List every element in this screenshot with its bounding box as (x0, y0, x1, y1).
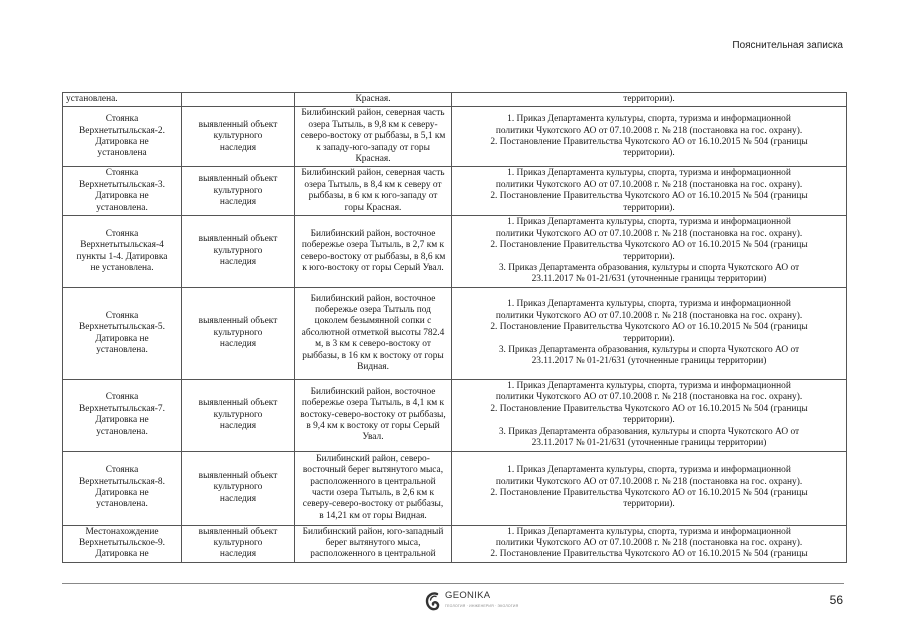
object-documents-cell (452, 288, 847, 380)
object-type-cell (182, 525, 295, 562)
cell-line: Билибинский район, северо- (316, 453, 430, 464)
cell-line: территории). (623, 499, 675, 510)
object-documents-cell (452, 216, 847, 288)
cell-line: Датировка не (95, 488, 149, 498)
cell-line: 23.11.2017 № 01-21/631 (уточненные границы территории) (531, 438, 767, 449)
geonika-logo (424, 590, 518, 612)
cell-line: 2. Постановление Правительства Чукотского АО от 16.10.2015 № 504 (границы (490, 488, 808, 498)
cell-line: Красная. (355, 154, 391, 165)
cell-line: Верхнетытыльская-4 (80, 240, 164, 251)
object-name-cell (63, 93, 182, 107)
cell-line: не установлена. (90, 262, 154, 273)
cell-line: 23.11.2017 № 01-21/631 (уточненные границы территории) (531, 274, 767, 285)
cell-line: 1. Приказ Департамента культуры, спорта, туризма и информационной (507, 168, 791, 179)
cell-line: наследия (219, 493, 257, 504)
table-row (63, 93, 847, 107)
object-name-cell (63, 525, 182, 562)
cell-line: побережье озера Тытыль, в 4,1 км к (301, 398, 445, 409)
cell-line: территории). (623, 415, 675, 426)
cell-line: рыббазы, в 16 км к востоку от горы (302, 350, 444, 361)
cell-line: выявленный объект (198, 526, 278, 537)
cell-line: Датировка не (95, 333, 149, 344)
cell-line: Верхнетытыльская-7. (79, 403, 165, 414)
cell-line: Верхнетытыльское-9. (78, 537, 166, 548)
cell-line: установлена. (96, 426, 148, 437)
cell-line: наследия (219, 196, 257, 207)
cell-line: Билибинский район, северная часть (301, 108, 445, 119)
cell-line: наследия (219, 257, 257, 268)
cell-line: 1. Приказ Департамента культуры, спорта, туризма и информационной (507, 217, 791, 228)
table-row (63, 107, 847, 167)
cell-line: выявленный объект (198, 174, 278, 185)
cell-line: озера Тытыль, в 8,4 км к северу от (304, 179, 442, 190)
object-type-cell (182, 451, 295, 525)
logo-text (445, 591, 518, 611)
cell-line: Билибинский район, юго-западный (302, 526, 444, 537)
cell-line: востоку-северо-востоку от рыббазы, (300, 409, 446, 420)
object-location-cell (295, 380, 452, 451)
table-body (63, 93, 847, 563)
object-name-cell (63, 288, 182, 380)
cell-line: культурного (213, 131, 263, 142)
cell-line: Видная. (357, 362, 389, 373)
cell-line: наследия (219, 549, 257, 560)
cell-line: к западу-юго-западу от горы (316, 142, 430, 153)
object-name-cell (63, 167, 182, 216)
cell-line: 3. Приказ Департамента образования, культуры и спорта Чукотского АО от (498, 262, 800, 273)
cell-line: 2. Постановление Правительства Чукотского АО от 16.10.2015 № 504 (границы (490, 191, 808, 202)
table-row (63, 525, 847, 562)
cell-line: установлена. (96, 202, 148, 213)
cell-line: побережье озера Тытыль под (315, 305, 431, 316)
cell-line: политики Чукотского АО от 07.10.2008 г. № 218 (постановка на гос. охрану). (495, 179, 803, 190)
cell-line: Стоянка (105, 228, 139, 239)
cell-line: озера Тытыль, в 9,8 км к северу- (308, 119, 438, 130)
object-type-cell (182, 288, 295, 380)
cell-line: 2. Постановление Правительства Чукотского АО от 16.10.2015 № 504 (границы (490, 549, 808, 560)
cell-line: рыббазы, в 6 км к юго-западу от (308, 191, 438, 202)
cell-line: политики Чукотского АО от 07.10.2008 г. № 218 (постановка на гос. охрану). (495, 537, 803, 548)
cell-line: Красная. (355, 94, 391, 104)
cell-line: политики Чукотского АО от 07.10.2008 г. № 218 (постановка на гос. охрану). (495, 392, 803, 403)
cell-line: расположенного в центральной (310, 476, 436, 487)
cell-line: 1. Приказ Департамента культуры, спорта, туризма и информационной (507, 465, 791, 476)
object-type-cell (182, 216, 295, 288)
cell-line: Местонахождение (85, 526, 159, 537)
object-documents-cell (452, 525, 847, 562)
object-location-cell (295, 167, 452, 216)
cell-line: Билибинский район, северная часть (301, 168, 445, 179)
cell-line: установлена. (96, 344, 148, 355)
cell-line: выявленный объект (198, 234, 278, 245)
cell-line: Стоянка (105, 114, 139, 125)
logo-name: GEONIKA (445, 590, 491, 601)
cell-line: 3. Приказ Департамента образования, культуры и спорта Чукотского АО от (498, 426, 800, 437)
header-title: Пояснительная записка (732, 40, 843, 51)
cell-line: 2. Постановление Правительства Чукотского АО от 16.10.2015 № 504 (границы (490, 240, 808, 251)
cell-line: восточный берег вытянутого мыса, (302, 465, 444, 476)
cell-line: северу-северо-востоку от рыббазы, (302, 499, 444, 510)
object-location-cell (295, 93, 452, 107)
cell-line: культурного (213, 537, 263, 548)
cell-line: 1. Приказ Департамента культуры, спорта, туризма и информационной (507, 526, 791, 537)
cell-line: 3. Приказ Департамента образования, культуры и спорта Чукотского АО от (498, 344, 800, 355)
cell-line: 23.11.2017 № 01-21/631 (уточненные границы территории) (531, 356, 767, 367)
cell-line: Стоянка (105, 465, 139, 476)
object-name-cell (63, 380, 182, 451)
cell-line: пункты 1-4. Датировка (76, 251, 168, 262)
cell-line: выявленный объект (198, 398, 278, 409)
cell-line: выявленный объект (198, 316, 278, 327)
object-documents-cell (452, 380, 847, 451)
cell-line: Билибинский район, восточное (310, 293, 436, 304)
cell-line: территории). (623, 333, 675, 344)
cell-line: культурного (213, 185, 263, 196)
cell-line: в 14,21 км от горы Видная. (319, 510, 427, 521)
cell-line: Увал. (362, 432, 384, 443)
table-row (63, 451, 847, 525)
cell-line: Билибинский район, восточное (310, 228, 436, 239)
object-documents-cell (452, 107, 847, 167)
cell-line: культурного (213, 327, 263, 338)
cell-line: цоколем безымянной сопки с (314, 316, 432, 327)
cell-line: выявленный объект (198, 119, 278, 130)
cell-line: северо-востоку от рыббазы, в 8,6 км (300, 251, 446, 262)
cell-line: политики Чукотского АО от 07.10.2008 г. № 218 (постановка на гос. охрану). (495, 476, 803, 487)
cell-line: 2. Постановление Правительства Чукотского АО от 16.10.2015 № 504 (границы (490, 403, 808, 414)
object-documents-cell (452, 451, 847, 525)
cell-line: выявленный объект (198, 470, 278, 481)
cell-line: Верхнетытыльская-3. (79, 179, 165, 190)
cell-line: северо-востоку от рыббазы, в 5,1 км (300, 131, 446, 142)
object-type-cell (182, 93, 295, 107)
cell-line: установлена (97, 148, 147, 159)
object-location-cell (295, 525, 452, 562)
cell-line: 2. Постановление Правительства Чукотского АО от 16.10.2015 № 504 (границы (490, 322, 808, 333)
table-row (63, 216, 847, 288)
cell-line: территории). (623, 202, 675, 213)
object-location-cell (295, 451, 452, 525)
object-location-cell (295, 107, 452, 167)
table-row (63, 380, 847, 451)
object-documents-cell (452, 167, 847, 216)
object-type-cell (182, 167, 295, 216)
object-name-cell (63, 216, 182, 288)
object-type-cell (182, 107, 295, 167)
cell-line: 1. Приказ Департамента культуры, спорта, туризма и информационной (507, 381, 791, 392)
cell-line: политики Чукотского АО от 07.10.2008 г. № 218 (постановка на гос. охрану). (495, 310, 803, 321)
cell-line: м, в 3 км к северо-востоку от (315, 339, 431, 350)
object-name-cell (63, 107, 182, 167)
page-number: 56 (829, 593, 843, 607)
cell-line: культурного (213, 245, 263, 256)
cell-line: установлена. (66, 94, 118, 104)
cell-line: Датировка не (95, 549, 149, 560)
cell-line: побережье озера Тытыль, в 2,7 км к (301, 240, 445, 251)
object-name-cell (63, 451, 182, 525)
table-row (63, 288, 847, 380)
cell-line: территории). (623, 94, 675, 104)
geonika-logo-icon (424, 590, 442, 612)
object-type-cell (182, 380, 295, 451)
cell-line: Билибинский район, восточное (310, 386, 436, 397)
cell-line: абсолютной отметкой высоты 782.4 (301, 327, 445, 338)
cell-line: Стоянка (105, 168, 139, 179)
cell-line: 2. Постановление Правительства Чукотского АО от 16.10.2015 № 504 (границы (490, 136, 808, 147)
cell-line: расположенного в центральной (310, 549, 436, 560)
cell-line: Датировка не (95, 136, 149, 147)
cell-line: Датировка не (95, 191, 149, 202)
cell-line: 1. Приказ Департамента культуры, спорта, туризма и информационной (507, 114, 791, 125)
cell-line: политики Чукотского АО от 07.10.2008 г. № 218 (постановка на гос. охрану). (495, 125, 803, 136)
object-documents-cell (452, 93, 847, 107)
heritage-objects-table (62, 92, 847, 563)
cell-line: территории). (623, 251, 675, 262)
logo-tagline: ГЕОЛОГИЯ · ИНЖЕНЕРИЯ · ЭКОЛОГИЯ (445, 604, 519, 608)
cell-line: части озера Тытыль, в 2,6 км к (311, 488, 435, 498)
cell-line: 1. Приказ Департамента культуры, спорта, туризма и информационной (507, 299, 791, 310)
cell-line: Верхнетытыльская-8. (79, 476, 165, 487)
cell-line: культурного (213, 482, 263, 493)
cell-line: Верхнетытыльская-2. (79, 125, 165, 136)
table-row (63, 167, 847, 216)
cell-line: Датировка не (95, 415, 149, 426)
object-location-cell (295, 216, 452, 288)
footer-divider (62, 583, 844, 584)
cell-line: наследия (219, 142, 257, 153)
cell-line: Стоянка (105, 310, 139, 321)
cell-line: политики Чукотского АО от 07.10.2008 г. № 218 (постановка на гос. охрану). (495, 228, 803, 239)
cell-line: к юго-востоку от горы Серый Увал. (302, 262, 444, 273)
cell-line: берег вытянутого мыса, (325, 537, 421, 548)
cell-line: в 9,4 км к востоку от горы Серый (306, 420, 440, 431)
cell-line: горы Красная. (344, 202, 402, 213)
object-location-cell (295, 288, 452, 380)
cell-line: наследия (219, 339, 257, 350)
cell-line: территории). (623, 148, 675, 159)
cell-line: наследия (219, 420, 257, 431)
cell-line: культурного (213, 409, 263, 420)
cell-line: установлена. (96, 499, 148, 510)
cell-line: Верхнетытыльская-5. (79, 322, 165, 333)
cell-line: Стоянка (105, 392, 139, 403)
